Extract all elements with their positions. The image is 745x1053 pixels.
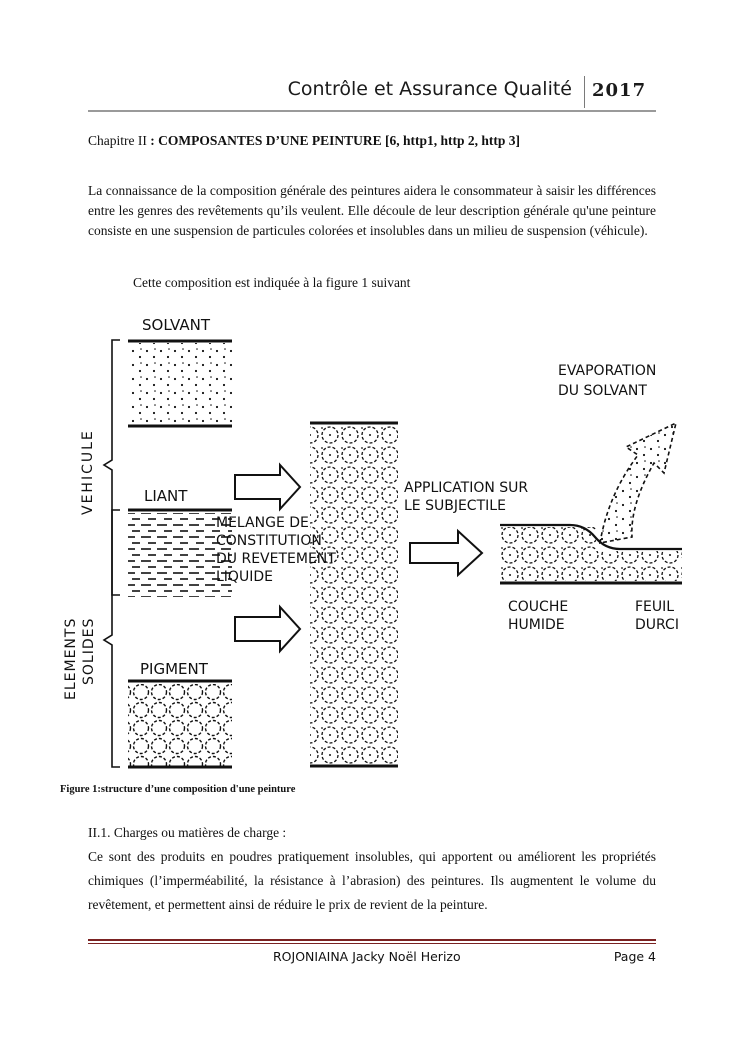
arrow-application: [410, 531, 482, 575]
figure-caption: Figure 1:structure d’une composition d'une peinture: [60, 784, 296, 795]
page-number: Page 4: [613, 949, 656, 964]
page-header: [88, 72, 656, 110]
evaporation-line-1: EVAPORATION: [558, 363, 657, 379]
arrow-pigment: [235, 607, 300, 651]
header-rule: [88, 110, 656, 112]
chapter-title: : COMPOSANTES D’UNE PEINTURE [6, http1, http 2, http 3]: [150, 133, 521, 148]
solides-label: SOLIDES: [81, 617, 97, 685]
application-line-2: LE SUBJECTILE: [404, 498, 506, 514]
mixture-column: [310, 423, 398, 766]
application-line-1: APPLICATION SUR: [404, 480, 529, 496]
feuil-line-2: DURCI: [635, 617, 679, 633]
footer-author: ROJONIAINA Jacky Noël Herizo: [273, 949, 461, 964]
liant-label: LIANT: [144, 487, 188, 505]
solvant-box: [128, 316, 232, 426]
section-body: Ce sont des produits en poudres pratiquement insolubles, qui apportent ou améliorent les propriétés chimiques (l’imperméabilité, la résistance à l’abrasion) des peintures. Ils augmentent le volume du revêtement, et permettent ainsi de réduire le prix de revient de la peinture.: [88, 849, 656, 912]
elements-label: ELEMENTS: [63, 617, 79, 700]
melange-line-1: MELANGE DE: [216, 515, 309, 531]
substrate-layers: [500, 525, 682, 583]
footer-rule-thin: [88, 943, 656, 944]
elements-bracket: [104, 510, 120, 767]
header-year: 2017: [592, 80, 647, 101]
melange-line-2: CONSTITUTION: [216, 533, 322, 549]
arrow-vehicule: [235, 465, 300, 509]
section-title: II.1. Charges ou matières de charge :: [88, 825, 287, 840]
intro-paragraph: La connaissance de la composition générale des peintures aidera le consommateur à saisir les différences entre les genres des revêtements qu’ils veulent. Elle découle de leur description générale qu'une peinture consiste en une suspension de particules colorées et insolubles dans un milieu de suspension (véhicule).: [88, 183, 656, 238]
header-separator: [584, 76, 585, 108]
solvant-label: SOLVANT: [142, 316, 210, 334]
couche-line-1: COUCHE: [508, 599, 569, 615]
figure-reference: Cette composition est indiquée à la figure 1 suivant: [133, 275, 411, 290]
melange-line-4: LIQUIDE: [216, 569, 273, 585]
pigment-label: PIGMENT: [140, 660, 208, 678]
couche-line-2: HUMIDE: [508, 617, 565, 633]
evaporation-line-2: DU SOLVANT: [558, 383, 647, 399]
chapter-prefix: Chapitre II: [88, 133, 151, 148]
header-title: Contrôle et Assurance Qualité: [287, 78, 572, 100]
composition-diagram: [60, 305, 700, 780]
vehicule-label: VEHICULE: [80, 429, 96, 515]
chapter-heading: [88, 133, 520, 149]
feuil-line-1: FEUIL: [635, 599, 675, 615]
pigment-box: [128, 660, 232, 767]
evaporation-arrow: [600, 423, 676, 543]
footer-rule: [88, 939, 656, 941]
melange-line-3: DU REVETEMENT: [216, 551, 336, 567]
